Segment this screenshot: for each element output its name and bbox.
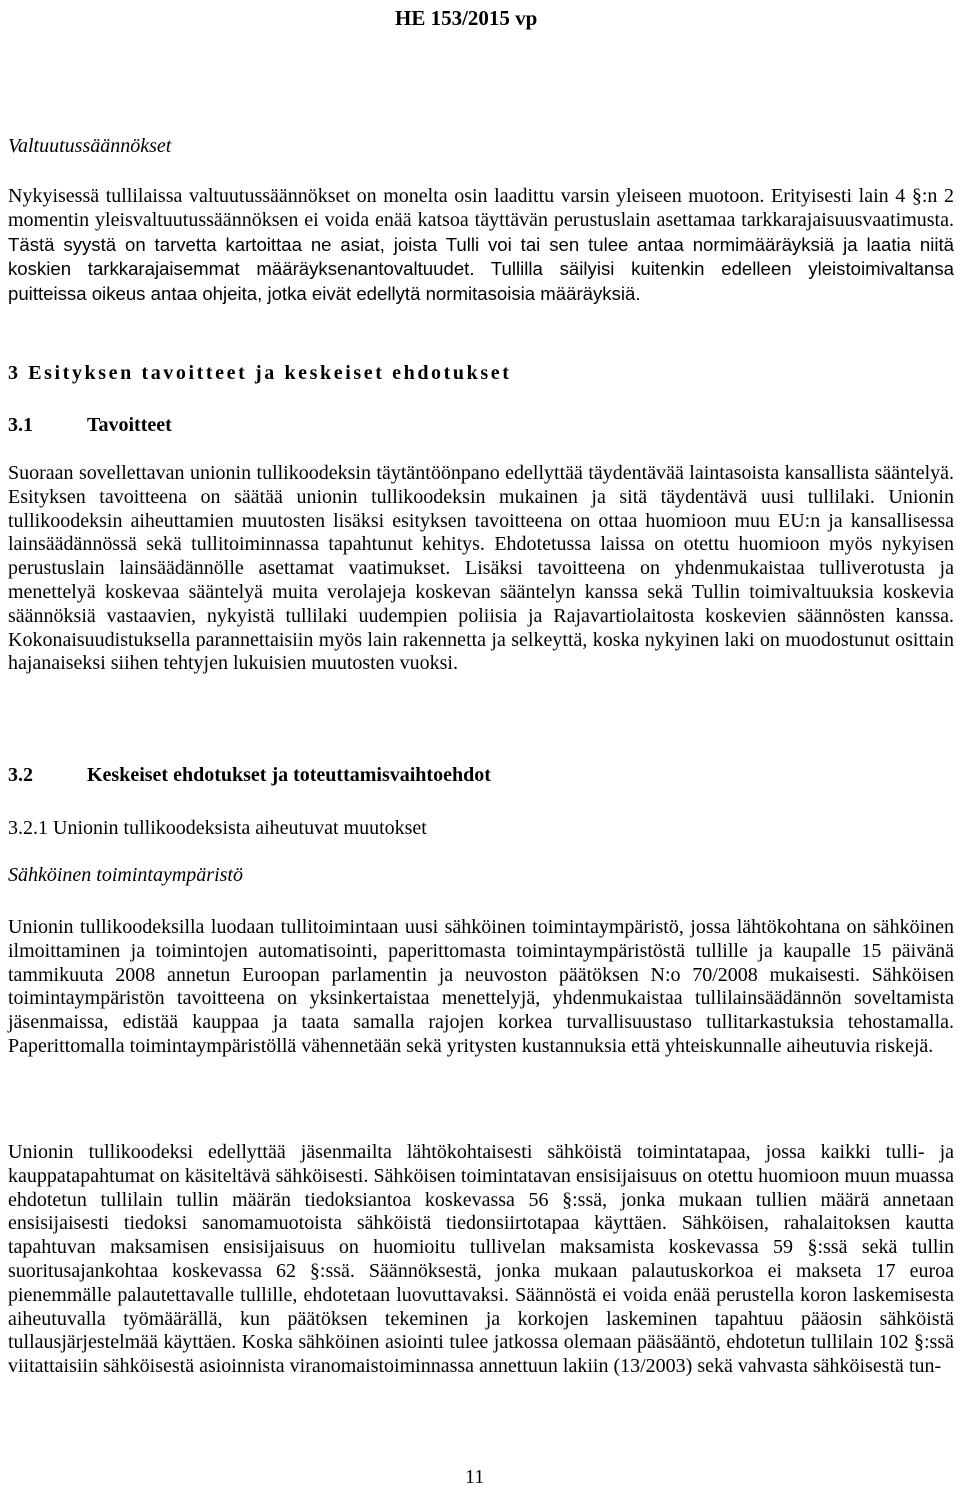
valtuutus-section <box>8 134 954 158</box>
paragraph: Unionin tullikoodeksilla luodaan tullitoimintaan uusi sähköinen toimintaympäristö, jossa lähtökohtana on sähköinen ilmoittaminen ja toimintojen automatisointi, paperittomasta toimintaympäristöstä tullille ja kaupalle 15 päivänä tammikuuta 2008 annetun Euroopan parlamentin ja neuvoston päätöksen N:o 70/2008 mukaisesti. Sähköisen toimintaympäristön tavoitteena on yksinkertaistaa menettelyjä, yhdenmukaistaa tullilainsäädännön soveltamista jäsenmaissa, edistää kauppaa ja taata samalla rajojen korkea turvallisuustaso tullitarkastuksia tehostamalla. Paperittomalla toimintaympäristöllä vähennetään sekä yritysten kustannuksia että yhteiskunnalle aiheutuvia riskejä. <box>8 916 954 1057</box>
paragraph-text-serif: Nykyisessä tullilaissa valtuutussäännökset on monelta osin laadittu varsin yleiseen muotoon. Erityisesti lain 4 §:n 2 momentin yleisvaltuutussäännöksen ei voida enää katsoa täyttävän perustuslain asettamaa tarkkarajaisuusvaatimusta. <box>8 185 954 231</box>
section-heading-3-2-1: 3.2.1 Unionin tullikoodeksista aiheutuvat muutokset <box>8 817 427 839</box>
paragraph <box>8 185 954 307</box>
sahko-paragraph-2 <box>8 1141 954 1379</box>
document-id: HE 153/2015 vp <box>395 6 538 30</box>
paragraph-text-sans: Tästä syystä on tarvetta kartoittaa ne asiat, joista Tulli voi tai sen tulee antaa normimääräyksiä ja laatia niitä koskien tarkkarajaisemmat määräyksenantovaltuudet. Tullilla säilyisi kuitenkin edelleen yleistoimivaltansa puitteissa oikeus antaa ohjeita, jotka eivät edellytä normitasoisia määräyksiä. <box>8 233 954 305</box>
section-heading-3: 3 Esityksen tavoitteet ja keskeiset ehdotukset <box>8 362 512 384</box>
sahko-subtitle-wrap <box>8 863 954 887</box>
page-number: 11 <box>465 1466 485 1488</box>
heading-title: Tavoitteet <box>87 414 172 436</box>
section-subtitle-sahkoinen: Sähköinen toimintaympäristö <box>8 864 243 886</box>
heading-number: 3.1 <box>8 414 33 436</box>
paragraph: Suoraan sovellettavan unionin tullikoodeksin täytäntöönpano edellyttää täydentävää laintasoista kansallista sääntelyä. Esityksen tavoitteena on säätää unionin tullikoodeksin mukainen ja sitä täydentävä uusi tullilaki. Unionin tullikoodeksin aiheuttamien muutosten lisäksi esityksen tavoitteena on ottaa huomioon muu EU:n ja kansallisessa lainsäädännössä sekä tullitoiminnassa tapahtunut kehitys. Ehdotetussa laissa on otettu huomioon myös nykyisen perustuslain lainsäädännölle asettamat vaatimukset. Lisäksi tavoitteena on yhdenmukaistaa tulliverotusta ja menettelyä koskevaa sääntelyä muita verolajeja koskevan sääntelyn kanssa sekä Tullin toimivaltuuksia koskevia säännöksiä vastaavien, nykyistä tullilaki uudempien poliisia ja Rajavartiolaitosta koskevien säännösten kanssa. Kokonaisuudistuksella parannettaisiin myös lain rakennetta ja selkeyttä, koska nykyinen laki on muodostunut osittain hajanaiseksi siihen tehtyjen lukuisien muutosten vuoksi. <box>8 462 954 675</box>
heading-number: 3.2 <box>8 764 33 786</box>
tavoitteet-paragraph <box>8 462 954 676</box>
heading-title: Keskeiset ehdotukset ja toteuttamisvaihtoehdot <box>87 764 491 786</box>
paragraph: Unionin tullikoodeksi edellyttää jäsenmailta lähtökohtaisesti sähköistä toimintatapaa, jossa kaikki tulli- ja kauppatapahtumat on käsiteltävä sähköisesti. Sähköisen toimintatavan ensisijaisuus on otettu huomioon muun muassa ehdotetun tullilain tullin määrän tiedoksiantoa koskevassa 56 §:ssä, jonka mukaan tullien määrä annetaan ensisijaisesti tiedoksi sanomamuotoista sähköistä tiedonsiirtotapaa käyttäen. Sähköisen, rahalaitoksen kautta tapahtuvan maksamisen ensisijaisuus on huomioitu tullivelan maksamista koskevassa 59 §:ssä sekä tullin suoritusajankohtaa koskevassa 62 §:ssä. Säännöksestä, jonka mukaan palautuskorkoa ei makseta 17 euroa pienemmälle palautettavalle tullille, ehdotetaan luovuttavaksi. Säännöstä ei voida enää perustella koron laskemisesta aiheutuvalla työmäärällä, kun päätöksen tekeminen ja korkojen laskeminen tapahtuu pääosin sähköistä tullausjärjestelmää käyttäen. Koska sähköinen asiointi tulee jatkossa olemaan pääsääntö, ehdotetun tullilain 102 §:ssä viitattaisiin sähköisestä asioinnista viranomaistoiminnassa annettuun lakiin (13/2003) sekä vahvasta sähköisestä tun- <box>8 1141 954 1378</box>
section-heading-3-1 <box>8 414 172 437</box>
valtuutus-paragraph <box>8 185 954 307</box>
section-subtitle-valtuutus: Valtuutussäännökset <box>8 135 172 157</box>
section-heading-3-2 <box>8 764 491 787</box>
sahko-paragraph-1 <box>8 916 954 1059</box>
